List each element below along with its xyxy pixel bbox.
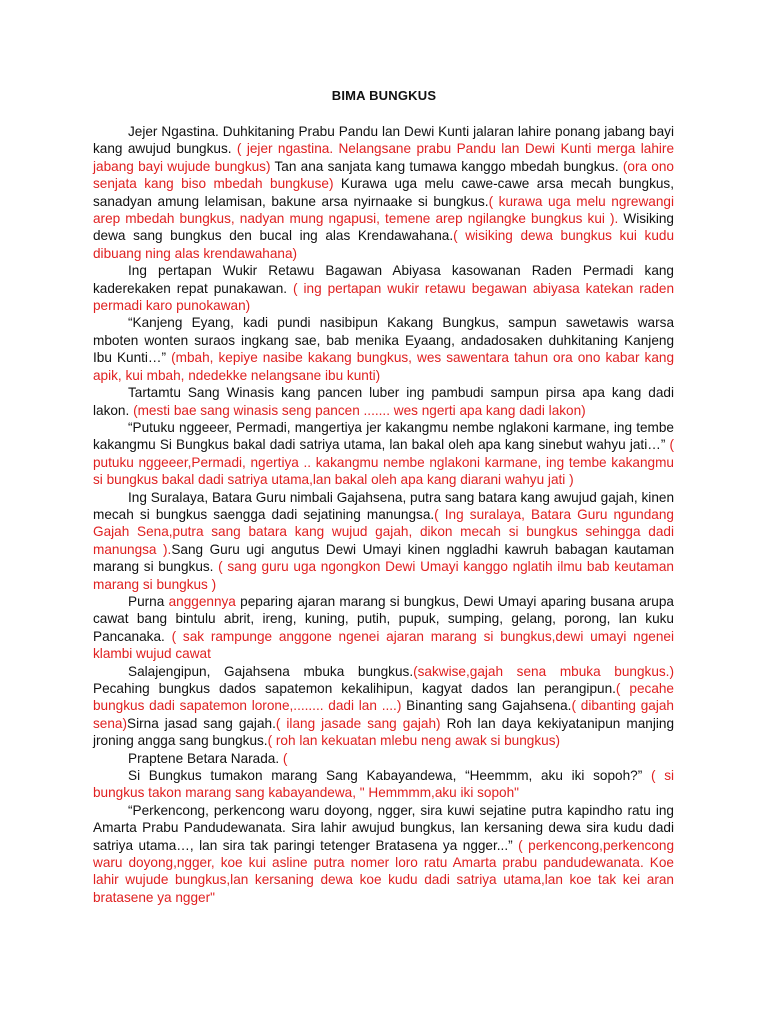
annotation-text: ( Ing suralaya, Batara Guru ngundang Gajah Sena,putra sang batara kang wujud gajah, dikon mecah si bungkus sehingga dadi manungsa ). bbox=[93, 506, 674, 557]
body-text: Jejer Ngastina. Duhkitaning Prabu Pandu lan Dewi Kunti jalaran lahire ponang jabang bayi kang awujud bungkus. bbox=[93, 124, 674, 157]
annotation-text: anggennya bbox=[168, 593, 236, 609]
document-title: BIMA BUNGKUS bbox=[331, 88, 437, 103]
body-text: Tartamtu Sang Winasis kang pancen luber ing pambudi sampun pirsa apa kang dadi lakon. bbox=[93, 385, 674, 418]
body-text: Wisiking dewa sang bungkus den bucal ing alas Krendawahana. bbox=[93, 211, 674, 244]
body-text: Ing pertapan Wukir Retawu Bagawan Abiyasa kasowanan Raden Permadi kang kaderekaken repat punakawan. bbox=[93, 263, 674, 296]
body-text: Si Bungkus tumakon marang Sang Kabayandewa, “Heemmm, aku iki sopoh?” bbox=[128, 768, 651, 784]
paragraph bbox=[93, 384, 674, 419]
annotation-text: ( roh lan kekuatan mlebu neng awak si bungkus) bbox=[267, 733, 561, 749]
body-text: “Perkencong, perkencong waru doyong, ngger, sira kuwi sejatine putra kapindho ratu ing Amarta Prabu Pandudewanata. Sira lahir awujud bungkus, lan kersaning dewa sira kudu dadi satriya utama…, lan sira tak paringi tetenger Bratasena ya ngger...” bbox=[93, 802, 674, 853]
paragraph bbox=[93, 123, 674, 262]
paragraph bbox=[93, 419, 674, 489]
body-text: peparing ajaran marang si bungkus, Dewi Umayi aparing busana arupa cawat bang bintulu abrit, ireng, kuning, putih, pupuk, sumping, gelang, porong, lan kuku Pancanaka. bbox=[93, 593, 674, 644]
annotation-text: ( sang guru uga ngongkon Dewi Umayi kanggo nglatih ilmu bab keutaman marang si bungkus ) bbox=[93, 559, 674, 592]
paragraph bbox=[93, 750, 674, 767]
paragraph bbox=[93, 767, 674, 802]
body-text: Binanting sang Gajahsena. bbox=[401, 698, 572, 714]
annotation-text: ( perkencong,perkencong waru doyong,ngger, koe kui asline putra nomer loro ratu Amarta prabu pandudewanata. Koe lahir wujude bungkus,lan kersaning dewa koe kudu dadi satriya utama,lan koe tak kei aran bratasene ya ngger" bbox=[93, 837, 674, 905]
body-text: Salajengipun, Gajahsena mbuka bungkus. bbox=[128, 663, 414, 679]
annotation-text: ( si bungkus takon marang sang kabayandewa, " Hemmmm,aku iki sopoh" bbox=[93, 768, 675, 801]
annotation-text: (mbah, kepiye nasibe kakang bungkus, wes sawentara tahun ora ono kabar kang apik, kui mbah, ndedekke nelangsane ibu kunti) bbox=[93, 350, 675, 383]
annotation-text: (mesti bae sang winasis seng pancen ....... wes ngerti apa kang dadi lakon) bbox=[133, 402, 586, 418]
document-body bbox=[93, 123, 674, 906]
annotation-text: ( kurawa uga melu ngrewangi arep mbedah bungkus, nadyan mung ngapusi, temene arep ngilangke bungkus kui ). bbox=[93, 193, 674, 227]
paragraph bbox=[93, 314, 674, 384]
body-text: Sang Guru ugi angutus Dewi Umayi kinen nggladhi kawruh babagan kautaman marang si bungkus. bbox=[93, 541, 675, 575]
paragraph bbox=[93, 663, 674, 750]
annotation-text: ( bbox=[282, 750, 288, 766]
annotation-text: (sakwise,gajah sena mbuka bungkus.) bbox=[413, 663, 674, 679]
body-text: Purna bbox=[128, 593, 169, 609]
body-text: Pecahing bungkus dados sapatemon kekalihipun, kagyat dados lan perangipun. bbox=[93, 681, 616, 696]
body-text: “Kanjeng Eyang, kadi pundi nasibipun Kakang Bungkus, sampun sawetawis warsa mboten wonten suraos ingkang sae, bab menika Eyaang, andadosaken duhkitaning Kanjeng Ibu Kunti…” bbox=[93, 315, 674, 366]
paragraph bbox=[93, 802, 674, 906]
body-text: Praptene Betara Narada. bbox=[128, 750, 283, 766]
paragraph bbox=[93, 593, 674, 663]
annotation-text: ( jejer ngastina. Nelangsane prabu Pandu lan Dewi Kunti merga lahire jabang bayi wujude bungkus) bbox=[93, 141, 675, 174]
annotation-text: ( pecahe bungkus dadi sapatemon lorone,........ dadi lan ....) bbox=[93, 681, 674, 714]
annotation-text: ( wisiking dewa bungkus kui kudu dibuang ning alas krendawahana) bbox=[93, 228, 675, 261]
body-text: Ing Suralaya, Batara Guru nimbali Gajahsena, putra sang batara kang awujud gajah, kinen mecah si bungkus saengga dadi sejatining manungsa. bbox=[93, 489, 674, 522]
body-text: Roh lan daya kekiyatanipun manjing jroning angga sang bungkus. bbox=[93, 715, 674, 749]
annotation-text: ( ilang jasade sang gajah) bbox=[275, 715, 441, 731]
annotation-text: (ora ono senjata kang biso mbedah bungkuse) bbox=[93, 158, 674, 192]
paragraph bbox=[93, 262, 674, 314]
body-text: “Putuku nggeeer, Permadi, mangertiya jer kakangmu nembe nglakoni karmane, ing tembe kakangmu Si Bungkus bakal dadi satriya utama, lan bakal oleh apa kang sinebut wahyu jati…” bbox=[93, 419, 674, 453]
body-text: Tan ana sanjata kang tumawa kanggo mbedah bungkus. bbox=[270, 158, 623, 174]
annotation-text: ( dibanting gajah sena) bbox=[93, 698, 674, 731]
body-text: Sirna jasad sang gajah. bbox=[127, 715, 276, 731]
annotation-text: ( putuku nggeeer,Permadi, ngertiya .. kakangmu nembe nglakoni karmane, ing tembe kakangmu si bungkus bakal dadi satriya utama,lan bakal oleh apa kang diarani wahyu jati ) bbox=[93, 437, 674, 488]
paragraph bbox=[93, 489, 674, 593]
annotation-text: ( sak rampunge anggone ngenei ajaran marang si bungkus,dewi umayi ngenei klambi wujud cawat bbox=[93, 628, 675, 662]
annotation-text: ( ing pertapan wukir retawu begawan abiyasa katekan raden permadi karo punokawan) bbox=[93, 280, 675, 314]
body-text: Kurawa uga melu cawe-cawe arsa mecah bungkus, sanadyan amung lelamisan, bakune arsa nyirnaake si bungkus. bbox=[93, 176, 675, 209]
